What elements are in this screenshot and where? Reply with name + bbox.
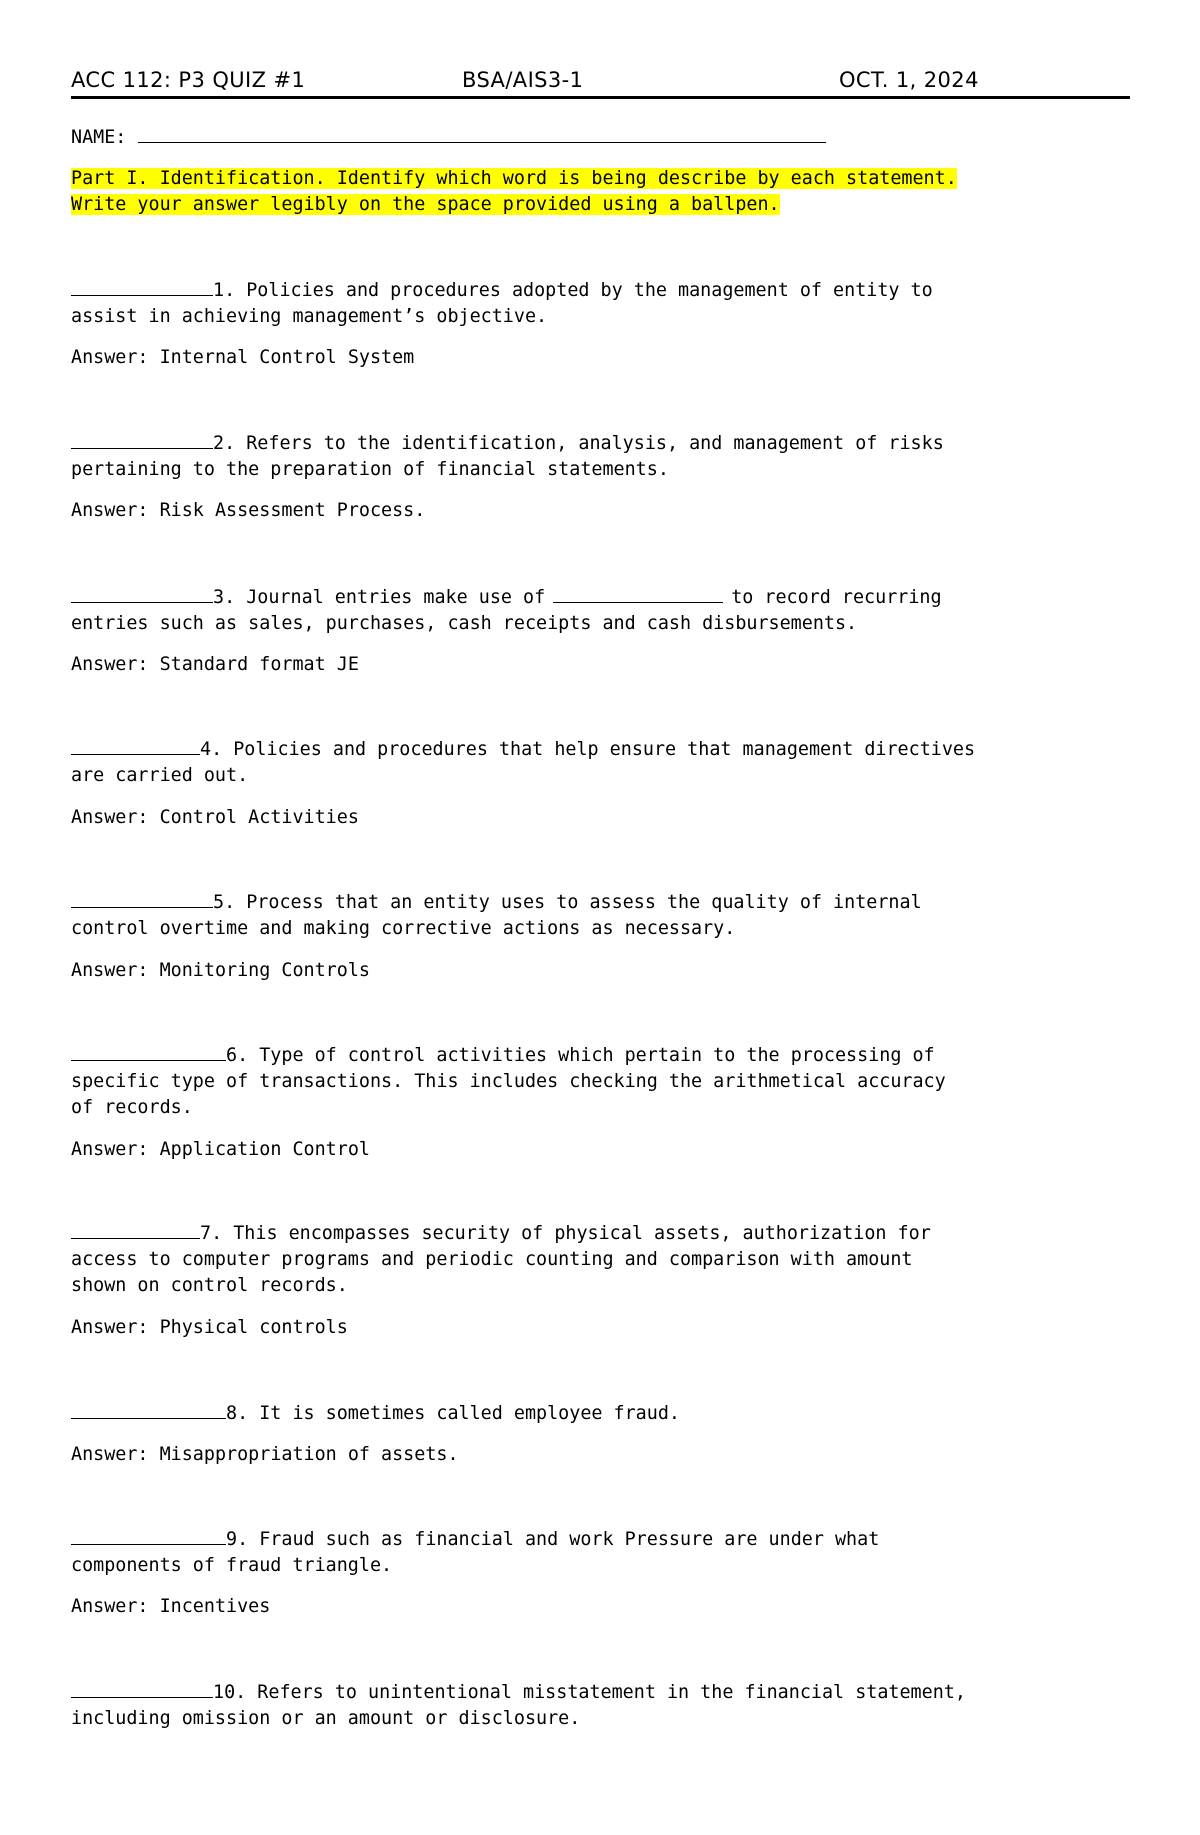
answer-blank <box>71 1526 226 1545</box>
question-number: 9. <box>226 1529 249 1550</box>
answer-1 <box>71 345 414 371</box>
header-divider <box>71 96 1130 99</box>
course-title: ACC 112: P3 QUIZ #1 <box>71 68 306 92</box>
answer-blank <box>71 277 213 296</box>
question-text-line: are carried out. <box>71 765 249 786</box>
question-text-line: including omission or an amount or disclosure. <box>71 1708 581 1729</box>
answer-blank <box>71 889 213 908</box>
question-7 <box>71 1220 931 1299</box>
answer-8 <box>71 1442 459 1468</box>
question-5 <box>71 889 922 942</box>
answer-blank <box>71 430 213 449</box>
question-2 <box>71 430 944 483</box>
quiz-date: OCT. 1, 2024 <box>839 68 979 92</box>
question-text-line: Journal entries make use of <box>246 587 546 608</box>
answer-blank <box>71 1679 213 1698</box>
answer-text: Control Activities <box>159 807 359 828</box>
name-blank <box>138 124 826 143</box>
question-9 <box>71 1526 879 1579</box>
answer-text: Monitoring Controls <box>159 960 370 981</box>
answer-6 <box>71 1137 370 1163</box>
question-text-line: entries such as sales, purchases, cash receipts and cash disbursements. <box>71 613 858 634</box>
question-8 <box>71 1400 680 1427</box>
answer-9 <box>71 1594 270 1620</box>
answer-label: Answer: <box>71 1139 149 1160</box>
question-text-line: assist in achieving management’s objective. <box>71 306 548 327</box>
answer-3 <box>71 652 359 678</box>
question-text-line: It is sometimes called employee fraud. <box>259 1403 680 1424</box>
answer-4 <box>71 805 359 831</box>
question-text-line: pertaining to the preparation of financial statements. <box>71 459 669 480</box>
question-text-line: of records. <box>71 1097 193 1118</box>
section-label: BSA/AIS3-1 <box>462 68 584 92</box>
question-text-line: Refers to unintentional misstatement in the financial statement, <box>257 1682 966 1703</box>
answer-blank <box>71 1220 200 1239</box>
question-10 <box>71 1679 966 1732</box>
answer-5 <box>71 958 370 984</box>
question-text-line: Policies and procedures that help ensure that management directives <box>222 739 976 760</box>
question-3 <box>71 584 942 637</box>
quiz-header <box>71 68 1131 98</box>
answer-label: Answer: <box>71 1444 149 1465</box>
question-number: 1. <box>213 280 236 301</box>
question-text-line: This encompasses security of physical assets, authorization for <box>233 1223 931 1244</box>
question-number: 5. <box>213 892 236 913</box>
question-text-line: components of fraud triangle. <box>71 1555 393 1576</box>
question-number: 7. <box>200 1223 223 1244</box>
name-label: NAME: <box>71 127 127 148</box>
answer-label: Answer: <box>71 500 149 521</box>
question-number: 2. <box>213 433 236 454</box>
fill-in-blank <box>553 584 723 603</box>
answer-7 <box>71 1315 348 1341</box>
answer-blank <box>71 1400 226 1419</box>
question-number: 8. <box>226 1403 249 1424</box>
question-text-line: Refers to the identification, analysis, and management of risks <box>235 433 944 454</box>
question-1 <box>71 277 933 330</box>
question-4 <box>71 736 975 789</box>
answer-label: Answer: <box>71 1596 149 1617</box>
question-text-line: to record recurring <box>731 587 942 608</box>
answer-label: Answer: <box>71 654 149 675</box>
question-number: 6. <box>226 1045 249 1066</box>
answer-text: Standard format JE <box>159 654 359 675</box>
question-text-line: Type of control activities which pertain to the processing of <box>248 1045 935 1066</box>
question-text-line: access to computer programs and periodic counting and comparison with amount <box>71 1249 913 1270</box>
question-text-line: Policies and procedures adopted by the management of entity to <box>235 280 933 301</box>
answer-blank <box>71 736 200 755</box>
answer-label: Answer: <box>71 347 149 368</box>
question-number: 4. <box>200 739 223 760</box>
instructions <box>71 166 957 218</box>
answer-text: Risk Assessment Process. <box>159 500 426 521</box>
question-text-line: specific type of transactions. This includes checking the arithmetical accuracy <box>71 1071 946 1092</box>
answer-2 <box>71 498 425 524</box>
answer-text: Misappropriation of assets. <box>159 1444 459 1465</box>
answer-blank <box>71 584 213 603</box>
answer-label: Answer: <box>71 807 149 828</box>
question-text-line: shown on control records. <box>71 1275 348 1296</box>
question-number: 10. <box>213 1682 247 1703</box>
answer-text: Application Control <box>159 1139 370 1160</box>
answer-text: Physical controls <box>159 1317 348 1338</box>
name-row <box>71 124 826 151</box>
question-text-line: control overtime and making corrective actions as necessary. <box>71 918 736 939</box>
question-6 <box>71 1042 946 1121</box>
instructions-line-2: Write your answer legibly on the space provided using a ballpen. <box>71 194 780 215</box>
answer-label: Answer: <box>71 960 149 981</box>
answer-text: Internal Control System <box>159 347 415 368</box>
question-number: 3. <box>213 587 236 608</box>
question-text-line: Process that an entity uses to assess the quality of internal <box>235 892 922 913</box>
question-text-line: Fraud such as financial and work Pressure are under what <box>259 1529 880 1550</box>
answer-text: Incentives <box>159 1596 271 1617</box>
instructions-line-1: Part I. Identification. Identify which word is being describe by each statement. <box>71 168 957 189</box>
answer-label: Answer: <box>71 1317 149 1338</box>
answer-blank <box>71 1042 226 1061</box>
